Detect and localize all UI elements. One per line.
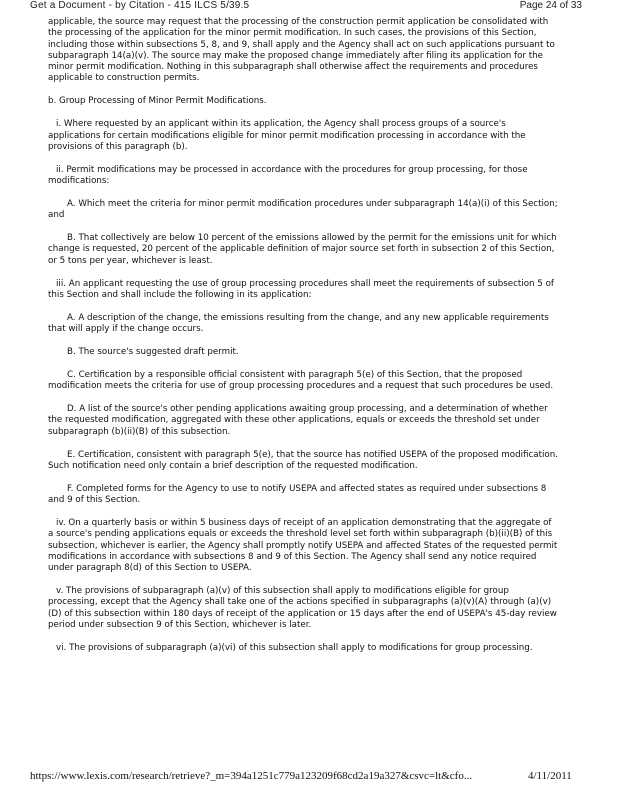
paragraph-b-iii-b: B. The source's suggested draft permit. xyxy=(67,346,239,357)
paragraph-continuation: applicable, the source may request that the processing of the construction permit application be consolidated with the processing of the application for the minor permit modification. In such cases, the provisions of this Section, including those within subsections 5, 8, and 9, shall apply and the Agency shall act on such applications pursuant to subparagraph 14(a)(v). The source may make the proposed change immediately after filing its application for the minor permit modification. Nothing in this subparagraph shall otherwise affect the requirements and procedures applicable to construction permits. xyxy=(48,17,555,84)
paragraph-b-vi: vi. The provisions of subparagraph (a)(vi) of this subsection shall apply to modifications for group processing. xyxy=(56,642,533,653)
document-body xyxy=(48,17,558,666)
paragraph-b-ii-b: B. That collectively are below 10 percent of the emissions allowed by the permit for the emissions unit for which change is requested, 20 percent of the applicable definition of major source set forth in subsection 2 of this Section, or 5 tons per year, whichever is least. xyxy=(48,233,557,266)
document-header-title: Get a Document - by Citation - 415 ILCS 5/39.5 xyxy=(30,0,250,11)
paragraph-b-iii-e: E. Certification, consistent with paragraph 5(e), that the source has notified USEPA of the proposed modification. Such notification need only contain a brief description of the requested modification. xyxy=(48,449,558,471)
page-number-label: Page 24 of 33 xyxy=(519,0,582,11)
paragraph-b-iii-f: F. Completed forms for the Agency to use to notify USEPA and affected states as required under subsections 8 and 9 of this Section. xyxy=(48,483,547,506)
paragraph-b-iii-a: A. A description of the change, the emissions resulting from the change, and any new applicable requirements that will apply if the change occurs. xyxy=(48,312,549,335)
paragraph-b-iv: iv. On a quarterly basis or within 5 business days of receipt of an application demonstrating that the aggregate of a source's pending applications equals or exceeds the threshold level set forth within subparagraph (b)(ii)(B) of this subsection, whichever is earlier, the Agency shall promptly notify USEPA and affected States of the requested permit modifications in accordance with subsections 8 and 9 of this Section. The Agency shall send any notice required under paragraph 8(d) of this Section to USEPA. xyxy=(48,517,558,574)
paragraph-b-iii-c: C. Certification by a responsible official consistent with paragraph 5(e) of this Section, that the proposed modification meets the criteria for use of group processing procedures and a request that such procedures be used. xyxy=(48,369,554,392)
paragraph-b-iii-d: D. A list of the source's other pending applications awaiting group processing, and a determination of whether the requested modification, aggregated with these other applications, equals or exceeds the threshold set under subparagraph (b)(ii)(B) of this subsection. xyxy=(48,404,548,437)
paragraph-b-v: v. The provisions of subparagraph (a)(v) of this subsection shall apply to modifications eligible for group processing, except that the Agency shall take one of the actions specified in subparagraphs (a)(v)(A) through (a)(v)(D) of this subsection within 180 days of receipt of the application or 15 days after the end of USEPA's 45-day review period under subsection 9 of this Section, whichever is later. xyxy=(48,586,557,630)
footer-url: https://www.lexis.com/research/retrieve?_m=394a1251c779a123209f68cd2a19a327&csvc=lt&cfo... xyxy=(30,770,473,782)
paragraph-b-ii-a: A. Which meet the criteria for minor permit modification procedures under subparagraph 14(a)(i) of this Section; and xyxy=(48,198,558,221)
footer-date: 4/11/2011 xyxy=(528,770,572,782)
paragraph-b-iii: iii. An applicant requesting the use of group processing procedures shall meet the requirements of subsection 5 of this Section and shall include the following in its application: xyxy=(48,278,554,300)
section-heading-group-processing: b. Group Processing of Minor Permit Modifications. xyxy=(48,96,267,107)
paragraph-b-i: i. Where requested by an applicant within its application, the Agency shall process groups of a source's applications for certain modifications eligible for minor permit modification processing in accordance with the provisions of this paragraph (b). xyxy=(48,119,526,152)
paragraph-b-ii: ii. Permit modifications may be processed in accordance with the procedures for group processing, for those modifications: xyxy=(48,164,528,187)
